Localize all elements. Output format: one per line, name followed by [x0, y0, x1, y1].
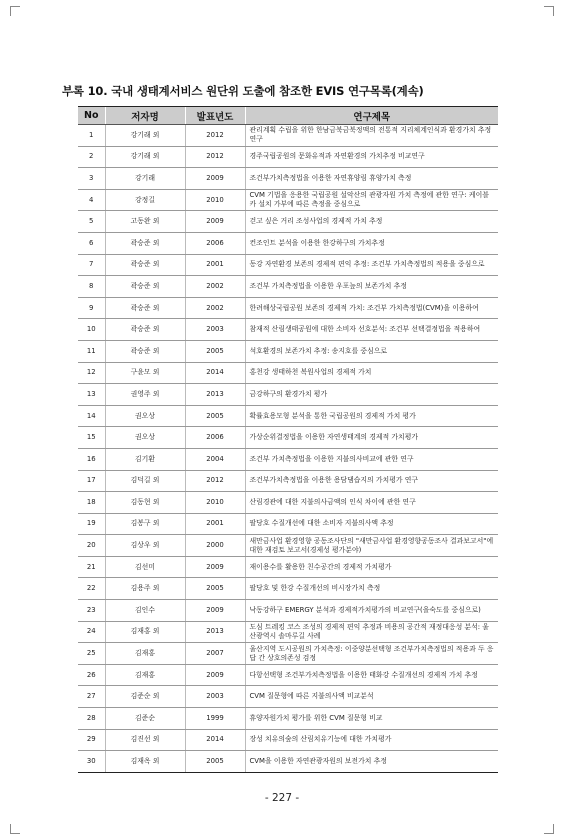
row-title: 장성 치유의숲의 산림치유기능에 대한 가치평가 — [245, 729, 498, 751]
row-number: 25 — [78, 643, 105, 665]
row-number: 12 — [78, 362, 105, 384]
row-title: 관리계획 수립을 위한 한남금북금북정맥의 전통적 지리체계인식과 환경가치 추정 연구 — [245, 125, 498, 147]
table-row — [78, 470, 498, 492]
row-title: 동강 자연환경 보존의 경제적 편익 추정: 조건부 가치측정법의 적용을 중심으로 — [245, 254, 498, 276]
row-year: 2000 — [185, 535, 245, 557]
crop-mark-bottom-right — [544, 824, 554, 834]
row-title: 다항선택형 조건부가치측정법을 이용한 태화강 수질개선의 경제적 가치 추정 — [245, 664, 498, 686]
row-title: 컨조인트 분석을 이용한 한강하구의 가치추정 — [245, 232, 498, 254]
row-author: 구윤모 외 — [105, 362, 185, 384]
table-row — [78, 535, 498, 557]
row-year: 2009 — [185, 600, 245, 622]
row-title: 새만금사업 환경영향 공동조사단의 "새만금사업 환경영향공동조사 결과보고서"에 대한 재검토 보고서(경제성 평가분야) — [245, 535, 498, 557]
row-number: 3 — [78, 168, 105, 190]
table-row — [78, 729, 498, 751]
table-row — [78, 427, 498, 449]
row-author: 김동현 외 — [105, 492, 185, 514]
row-author: 고동완 외 — [105, 211, 185, 233]
row-number: 13 — [78, 384, 105, 406]
row-author: 강기래 — [105, 168, 185, 190]
row-title: 경주국립공원의 문화유적과 자연환경의 가치추정 비교연구 — [245, 146, 498, 168]
row-number: 20 — [78, 535, 105, 557]
row-number: 26 — [78, 664, 105, 686]
header-no: No — [78, 107, 105, 125]
row-title: 확률효용모형 분석을 통한 국립공원의 경제적 가치 평가 — [245, 405, 498, 427]
row-author: 곽승준 외 — [105, 254, 185, 276]
table-row — [78, 319, 498, 341]
table-row — [78, 405, 498, 427]
page-title: 부록 10. 국내 생태계서비스 원단위 도출에 참조한 EVIS 연구목록(계속) — [62, 84, 424, 98]
crop-mark-top-left — [10, 6, 20, 16]
row-title: CVM을 이용한 자연관광자원의 보전가치 추정 — [245, 751, 498, 773]
row-year: 2014 — [185, 362, 245, 384]
row-author: 김재홍 외 — [105, 621, 185, 643]
table-row — [78, 708, 498, 730]
row-number: 1 — [78, 125, 105, 147]
row-title: 석호환경의 보존가치 추정: 송지호를 중심으로 — [245, 340, 498, 362]
header-year: 발표년도 — [185, 107, 245, 125]
table-row — [78, 125, 498, 147]
row-number: 10 — [78, 319, 105, 341]
row-author: 곽승준 외 — [105, 276, 185, 298]
row-author: 강정길 — [105, 189, 185, 211]
row-title: 조건부 가치측정법을 이용한 우포늪의 보존가치 추정 — [245, 276, 498, 298]
row-author: 곽승준 외 — [105, 297, 185, 319]
row-year: 2005 — [185, 578, 245, 600]
table-row — [78, 556, 498, 578]
row-author: 곽승준 외 — [105, 340, 185, 362]
row-number: 11 — [78, 340, 105, 362]
row-author: 김선미 — [105, 556, 185, 578]
row-year: 2001 — [185, 513, 245, 535]
row-title: 팔당호 수질개선에 대한 소비자 지불의사액 추정 — [245, 513, 498, 535]
table-row — [78, 189, 498, 211]
row-author: 김진선 외 — [105, 729, 185, 751]
row-number: 17 — [78, 470, 105, 492]
table-row — [78, 146, 498, 168]
row-author: 김재옥 외 — [105, 751, 185, 773]
row-number: 27 — [78, 686, 105, 708]
row-year: 2009 — [185, 664, 245, 686]
row-number: 9 — [78, 297, 105, 319]
row-title: 휴양자원가치 평가를 위한 CVM 질문형 비교 — [245, 708, 498, 730]
table-row — [78, 211, 498, 233]
row-number: 15 — [78, 427, 105, 449]
row-year: 2012 — [185, 146, 245, 168]
row-author: 김봉구 외 — [105, 513, 185, 535]
row-year: 1999 — [185, 708, 245, 730]
row-title: 가상순위결정법을 이용한 자연생태계의 경제적 가치평가 — [245, 427, 498, 449]
research-list-table — [78, 106, 498, 773]
table-row — [78, 578, 498, 600]
row-year: 2005 — [185, 405, 245, 427]
row-number: 22 — [78, 578, 105, 600]
row-author: 김상우 외 — [105, 535, 185, 557]
row-number: 4 — [78, 189, 105, 211]
row-title: 울산지역 도시공원의 가치측정: 이중양분선택형 조건부가치측정법의 적용과 두 응답 간 상호의존성 검정 — [245, 643, 498, 665]
row-author: 김덕길 외 — [105, 470, 185, 492]
row-year: 2006 — [185, 232, 245, 254]
row-number: 23 — [78, 600, 105, 622]
row-title: 참재적 산림생태공원에 대한 소비자 선호분석: 조건부 선택결정법을 적용하여 — [245, 319, 498, 341]
table-row — [78, 492, 498, 514]
row-number: 24 — [78, 621, 105, 643]
row-number: 2 — [78, 146, 105, 168]
row-author: 김재홍 — [105, 643, 185, 665]
row-year: 2009 — [185, 211, 245, 233]
row-title: 재이용수를 활용한 친수공간의 경제적 가치평가 — [245, 556, 498, 578]
row-number: 30 — [78, 751, 105, 773]
row-author: 김준순 외 — [105, 686, 185, 708]
row-number: 8 — [78, 276, 105, 298]
row-author: 김용주 외 — [105, 578, 185, 600]
row-number: 19 — [78, 513, 105, 535]
crop-mark-bottom-left — [10, 824, 20, 834]
row-author: 김인수 — [105, 600, 185, 622]
row-title: CVM 기법을 응용한 국립공원 설악산의 관광자원 가치 측정에 관한 연구: 케이블카 설치 가부에 따른 측정을 중심으로 — [245, 189, 498, 211]
table-row — [78, 664, 498, 686]
row-year: 2002 — [185, 276, 245, 298]
row-year: 2001 — [185, 254, 245, 276]
row-year: 2005 — [185, 751, 245, 773]
table-row — [78, 513, 498, 535]
table-row — [78, 686, 498, 708]
row-year: 2006 — [185, 427, 245, 449]
crop-mark-top-right — [544, 6, 554, 16]
table-row — [78, 254, 498, 276]
table-body — [78, 125, 498, 773]
row-title: 산림경관에 대한 지불의사금액의 인식 차이에 관한 연구 — [245, 492, 498, 514]
row-author: 강기래 외 — [105, 125, 185, 147]
row-title: 홍천강 생태하천 복원사업의 경제적 가치 — [245, 362, 498, 384]
table-row — [78, 340, 498, 362]
row-title: 조건부가치측정법을 이용한 자연휴양림 휴양가치 측정 — [245, 168, 498, 190]
row-title: 걷고 싶은 거리 조성사업의 경제적 가치 추정 — [245, 211, 498, 233]
row-title: 팔당호 및 한강 수질개선의 비시장가치 측정 — [245, 578, 498, 600]
table-row — [78, 600, 498, 622]
row-title: 한려해상국립공원 보존의 경제적 가치: 조건부 가치측정법(CVM)을 이용하여 — [245, 297, 498, 319]
row-author: 곽승준 외 — [105, 232, 185, 254]
row-year: 2002 — [185, 297, 245, 319]
row-year: 2014 — [185, 729, 245, 751]
table-header-row — [78, 107, 498, 125]
row-number: 5 — [78, 211, 105, 233]
row-year: 2012 — [185, 125, 245, 147]
row-year: 2003 — [185, 686, 245, 708]
row-number: 29 — [78, 729, 105, 751]
row-year: 2012 — [185, 470, 245, 492]
row-year: 2013 — [185, 384, 245, 406]
row-year: 2004 — [185, 448, 245, 470]
table-row — [78, 276, 498, 298]
row-year: 2005 — [185, 340, 245, 362]
row-number: 18 — [78, 492, 105, 514]
row-title: 조건부가치측정법을 이용한 용담댐습지의 가치평가 연구 — [245, 470, 498, 492]
row-author: 김준순 — [105, 708, 185, 730]
table-row — [78, 168, 498, 190]
row-year: 2009 — [185, 168, 245, 190]
table-row — [78, 448, 498, 470]
row-title: 조건부 가치측정법을 이용한 지불의사비교에 관한 연구 — [245, 448, 498, 470]
row-author: 권오상 — [105, 405, 185, 427]
row-author: 곽승준 외 — [105, 319, 185, 341]
table-row — [78, 297, 498, 319]
row-year: 2007 — [185, 643, 245, 665]
row-author: 김재홍 — [105, 664, 185, 686]
row-title: 낙동강하구 EMERGY 분석과 경제적가치평가의 비교연구(을숙도를 중심으로) — [245, 600, 498, 622]
row-number: 14 — [78, 405, 105, 427]
page-number: - 227 - — [264, 792, 300, 804]
row-number: 21 — [78, 556, 105, 578]
row-author: 권영주 외 — [105, 384, 185, 406]
row-year: 2010 — [185, 492, 245, 514]
row-author: 김기환 — [105, 448, 185, 470]
header-author: 저자명 — [105, 107, 185, 125]
row-number: 28 — [78, 708, 105, 730]
row-author: 강기래 외 — [105, 146, 185, 168]
table-row — [78, 232, 498, 254]
row-year: 2010 — [185, 189, 245, 211]
row-title: 금강하구의 환경가치 평가 — [245, 384, 498, 406]
table-row — [78, 643, 498, 665]
row-year: 2003 — [185, 319, 245, 341]
row-author: 권오상 — [105, 427, 185, 449]
table-row — [78, 384, 498, 406]
row-title: 도심 트레킹 코스 조성의 경제적 편익 추정과 비용의 공간적 재정대응성 분석: 울산광역시 솔마루길 사례 — [245, 621, 498, 643]
header-title: 연구제목 — [245, 107, 498, 125]
table-row — [78, 362, 498, 384]
row-number: 16 — [78, 448, 105, 470]
row-number: 6 — [78, 232, 105, 254]
row-number: 7 — [78, 254, 105, 276]
row-year: 2009 — [185, 556, 245, 578]
table-row — [78, 751, 498, 773]
row-year: 2013 — [185, 621, 245, 643]
table-row — [78, 621, 498, 643]
row-title: CVM 질문형에 따른 지불의사액 비교분석 — [245, 686, 498, 708]
